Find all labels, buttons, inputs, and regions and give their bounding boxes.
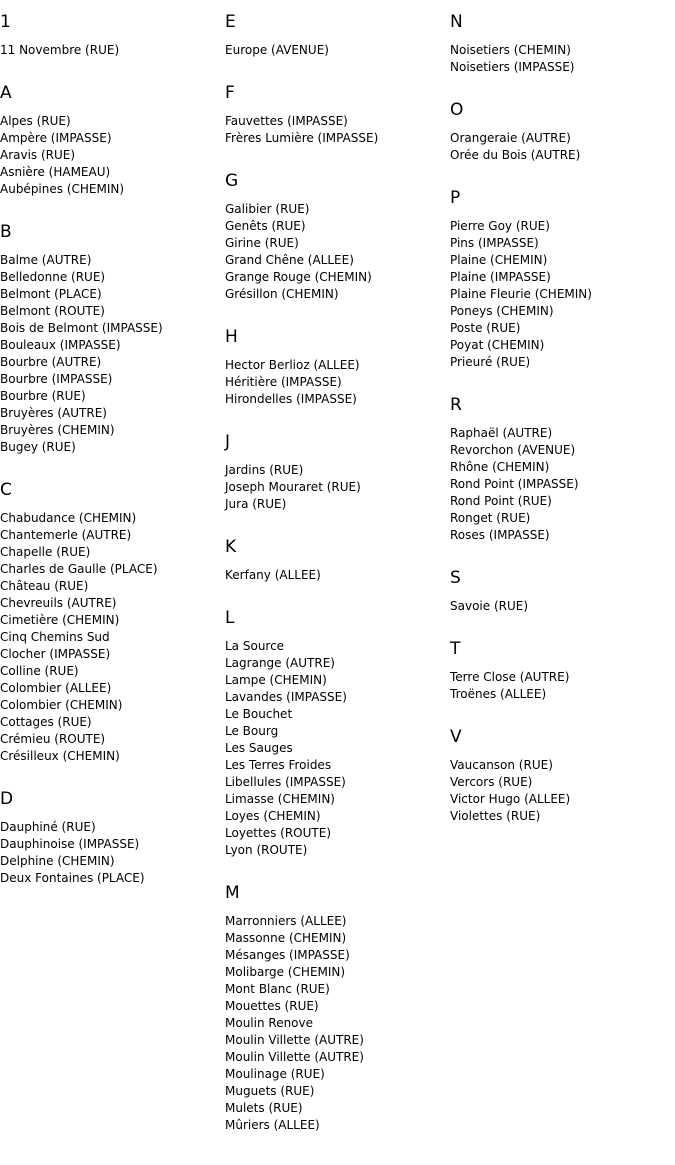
letter-section	[0, 480, 220, 765]
letter-section	[225, 537, 445, 584]
street-link[interactable]: Mésanges (IMPASSE)	[225, 948, 350, 962]
street-link[interactable]: La Source	[225, 639, 285, 653]
street-link[interactable]: Troënes (ALLEE)	[450, 687, 547, 701]
street-link[interactable]: Europe (AVENUE)	[225, 43, 329, 57]
section-letter-heading: H	[225, 327, 238, 347]
street-link[interactable]: Colombier (CHEMIN)	[0, 698, 123, 712]
street-link[interactable]: Plaine Fleurie (CHEMIN)	[450, 287, 592, 301]
street-link[interactable]: Massonne (CHEMIN)	[225, 931, 347, 945]
street-link[interactable]: Joseph Mouraret (RUE)	[225, 480, 361, 494]
section-letter-heading: M	[225, 883, 240, 903]
street-link[interactable]: Pins (IMPASSE)	[450, 236, 539, 250]
street-link[interactable]: Hector Berlioz (ALLEE)	[225, 358, 360, 372]
street-link[interactable]: Bouleaux (IMPASSE)	[0, 338, 121, 352]
street-link[interactable]: Charles de Gaulle (PLACE)	[0, 562, 158, 576]
street-list	[225, 113, 445, 147]
street-link[interactable]: Poste (RUE)	[450, 321, 521, 335]
letter-section	[225, 171, 445, 303]
letter-section	[450, 727, 670, 825]
street-link[interactable]: Roses (IMPASSE)	[450, 528, 550, 542]
street-link[interactable]: Cinq Chemins Sud	[0, 630, 110, 644]
street-link[interactable]: Bruyères (CHEMIN)	[0, 423, 115, 437]
street-link[interactable]: Colombier (ALLEE)	[0, 681, 112, 695]
section-letter-heading: P	[450, 188, 461, 208]
street-link[interactable]: Héritière (IMPASSE)	[225, 375, 342, 389]
street-link[interactable]: Plaine (CHEMIN)	[450, 253, 548, 267]
street-link[interactable]: Marronniers (ALLEE)	[225, 914, 347, 928]
street-link[interactable]: Chevreuils (AUTRE)	[0, 596, 117, 610]
section-letter-heading: D	[0, 789, 14, 809]
street-list	[225, 201, 445, 303]
street-link[interactable]: Chantemerle (AUTRE)	[0, 528, 132, 542]
section-letter-heading: K	[225, 537, 237, 557]
street-link[interactable]: Plaine (IMPASSE)	[450, 270, 551, 284]
street-link[interactable]: Le Bouchet	[225, 707, 293, 721]
street-link[interactable]: Les Terres Froides	[225, 758, 332, 772]
street-link[interactable]: Crésilleux (CHEMIN)	[0, 749, 120, 763]
street-link[interactable]: Loyettes (ROUTE)	[225, 826, 332, 840]
street-link[interactable]: Hirondelles (IMPASSE)	[225, 392, 357, 406]
street-link[interactable]: Moulin Villette (AUTRE)	[225, 1050, 364, 1064]
street-link[interactable]: Ampère (IMPASSE)	[0, 131, 112, 145]
street-link[interactable]: Pierre Goy (RUE)	[450, 219, 550, 233]
street-link[interactable]: Grand Chêne (ALLEE)	[225, 253, 354, 267]
street-list	[225, 357, 445, 408]
street-link[interactable]: Rond Point (RUE)	[450, 494, 552, 508]
street-link[interactable]: Belledonne (RUE)	[0, 270, 106, 284]
section-letter-heading: C	[0, 480, 12, 500]
street-link[interactable]: Noisetiers (IMPASSE)	[450, 60, 575, 74]
street-link[interactable]: Moulin Renove	[225, 1016, 314, 1030]
letter-section	[225, 83, 445, 147]
letter-section	[225, 432, 445, 513]
street-link[interactable]: Chapelle (RUE)	[0, 545, 91, 559]
street-link[interactable]: Victor Hugo (ALLEE)	[450, 792, 571, 806]
street-link[interactable]: Colline (RUE)	[0, 664, 79, 678]
section-letter-heading: 1	[0, 12, 11, 32]
street-link[interactable]: Château (RUE)	[0, 579, 89, 593]
street-link[interactable]: Grésillon (CHEMIN)	[225, 287, 339, 301]
street-link[interactable]: Vercors (RUE)	[450, 775, 533, 789]
section-letter-heading: F	[225, 83, 235, 103]
street-list	[0, 42, 220, 59]
letter-section	[225, 12, 445, 59]
street-link[interactable]: Terre Close (AUTRE)	[450, 670, 570, 684]
street-link[interactable]: Mont Blanc (RUE)	[225, 982, 330, 996]
street-list	[225, 638, 445, 859]
street-link[interactable]: Lavandes (IMPASSE)	[225, 690, 347, 704]
street-link[interactable]: Revorchon (AVENUE)	[450, 443, 576, 457]
letter-section	[0, 222, 220, 456]
street-link[interactable]: Grange Rouge (CHEMIN)	[225, 270, 372, 284]
section-letter-heading: N	[450, 12, 463, 32]
street-link[interactable]: Kerfany (ALLEE)	[225, 568, 321, 582]
street-link[interactable]: 11 Novembre (RUE)	[0, 43, 120, 57]
street-link[interactable]: Dauphiné (RUE)	[0, 820, 96, 834]
street-link[interactable]: Belmont (PLACE)	[0, 287, 102, 301]
section-letter-heading: S	[450, 568, 461, 588]
letter-section	[450, 395, 670, 544]
street-link[interactable]: Vaucanson (RUE)	[450, 758, 553, 772]
street-link[interactable]: Cottages (RUE)	[0, 715, 92, 729]
section-letter-heading: V	[450, 727, 462, 747]
street-link[interactable]: Mouettes (RUE)	[225, 999, 319, 1013]
street-link[interactable]: Deux Fontaines (PLACE)	[0, 871, 145, 885]
street-link[interactable]: Clocher (IMPASSE)	[0, 647, 111, 661]
street-link[interactable]: Dauphinoise (IMPASSE)	[0, 837, 140, 851]
street-link[interactable]: Bourbre (RUE)	[0, 389, 86, 403]
section-letter-heading: T	[450, 639, 461, 659]
street-link[interactable]: Limasse (CHEMIN)	[225, 792, 335, 806]
street-link[interactable]: Belmont (ROUTE)	[0, 304, 105, 318]
street-link[interactable]: Muguets (RUE)	[225, 1084, 315, 1098]
street-link[interactable]: Aubépines (CHEMIN)	[0, 182, 125, 196]
street-link[interactable]: Jura (RUE)	[225, 497, 287, 511]
section-letter-heading: G	[225, 171, 239, 191]
street-link[interactable]: Orangeraie (AUTRE)	[450, 131, 571, 145]
street-link[interactable]: Ronget (RUE)	[450, 511, 531, 525]
street-link[interactable]: Chabudance (CHEMIN)	[0, 511, 137, 525]
street-link[interactable]: Frères Lumière (IMPASSE)	[225, 131, 379, 145]
street-list	[0, 113, 220, 198]
letter-section	[225, 608, 445, 859]
street-list	[225, 567, 445, 584]
street-column-1	[0, 0, 220, 887]
section-letter-heading: R	[450, 395, 462, 415]
street-list	[225, 913, 445, 1134]
street-link[interactable]: Bourbre (IMPASSE)	[0, 372, 113, 386]
letter-section	[0, 789, 220, 887]
section-letter-heading: E	[225, 12, 236, 32]
street-list	[225, 462, 445, 513]
street-link[interactable]: Delphine (CHEMIN)	[0, 854, 115, 868]
street-link[interactable]: Asnière (HAMEAU)	[0, 165, 111, 179]
section-letter-heading: B	[0, 222, 12, 242]
street-link[interactable]: Rhône (CHEMIN)	[450, 460, 550, 474]
section-letter-heading: J	[225, 432, 231, 452]
street-list	[0, 252, 220, 456]
street-link[interactable]: Prieuré (RUE)	[450, 355, 531, 369]
street-link[interactable]: Jardins (RUE)	[225, 463, 304, 477]
street-link[interactable]: Lyon (ROUTE)	[225, 843, 308, 857]
street-link[interactable]: Mûriers (ALLEE)	[225, 1118, 320, 1132]
street-link[interactable]: Genêts (RUE)	[225, 219, 306, 233]
street-list	[0, 510, 220, 765]
letter-section	[225, 883, 445, 1134]
street-link[interactable]: Noisetiers (CHEMIN)	[450, 43, 571, 57]
street-list	[450, 42, 670, 76]
street-link[interactable]: Crémieu (ROUTE)	[0, 732, 106, 746]
letter-section	[450, 100, 670, 164]
street-link[interactable]: Orée du Bois (AUTRE)	[450, 148, 581, 162]
street-link[interactable]: Molibarge (CHEMIN)	[225, 965, 346, 979]
letter-section	[450, 568, 670, 615]
street-link[interactable]: Balme (AUTRE)	[0, 253, 92, 267]
street-link[interactable]: Girine (RUE)	[225, 236, 299, 250]
street-list	[0, 819, 220, 887]
street-link[interactable]: Aravis (RUE)	[0, 148, 76, 162]
street-list	[225, 42, 445, 59]
street-link[interactable]: Lampe (CHEMIN)	[225, 673, 327, 687]
street-link[interactable]: Bugey (RUE)	[0, 440, 76, 454]
street-list	[450, 130, 670, 164]
street-link[interactable]: Les Sauges	[225, 741, 293, 755]
section-letter-heading: L	[225, 608, 235, 628]
street-list	[450, 669, 670, 703]
street-column-3	[450, 0, 670, 825]
street-list	[450, 757, 670, 825]
street-link[interactable]: Moulin Villette (AUTRE)	[225, 1033, 364, 1047]
letter-section	[450, 639, 670, 703]
street-link[interactable]: Savoie (RUE)	[450, 599, 529, 613]
street-link[interactable]: Fauvettes (IMPASSE)	[225, 114, 348, 128]
letter-section	[225, 327, 445, 408]
street-link[interactable]: Poneys (CHEMIN)	[450, 304, 554, 318]
letter-section	[0, 83, 220, 198]
letter-section	[450, 12, 670, 76]
street-link[interactable]: Bourbre (AUTRE)	[0, 355, 102, 369]
letter-section	[450, 188, 670, 371]
section-letter-heading: O	[450, 100, 464, 120]
section-letter-heading: A	[0, 83, 12, 103]
street-link[interactable]: Bruyères (AUTRE)	[0, 406, 107, 420]
street-link[interactable]: Lagrange (AUTRE)	[225, 656, 335, 670]
street-link[interactable]: Libellules (IMPASSE)	[225, 775, 346, 789]
street-link[interactable]: Violettes (RUE)	[450, 809, 541, 823]
street-list	[450, 425, 670, 544]
street-link[interactable]: Loyes (CHEMIN)	[225, 809, 321, 823]
street-column-2	[225, 0, 445, 1134]
street-list	[450, 598, 670, 615]
street-link[interactable]: Cimetière (CHEMIN)	[0, 613, 120, 627]
street-link[interactable]: Bois de Belmont (IMPASSE)	[0, 321, 163, 335]
street-link[interactable]: Raphaël (AUTRE)	[450, 426, 553, 440]
street-link[interactable]: Alpes (RUE)	[0, 114, 71, 128]
street-link[interactable]: Mulets (RUE)	[225, 1101, 303, 1115]
street-link[interactable]: Poyat (CHEMIN)	[450, 338, 545, 352]
letter-section	[0, 12, 220, 59]
street-link[interactable]: Galibier (RUE)	[225, 202, 310, 216]
street-link[interactable]: Moulinage (RUE)	[225, 1067, 325, 1081]
street-link[interactable]: Le Bourg	[225, 724, 279, 738]
street-list	[450, 218, 670, 371]
street-link[interactable]: Rond Point (IMPASSE)	[450, 477, 579, 491]
